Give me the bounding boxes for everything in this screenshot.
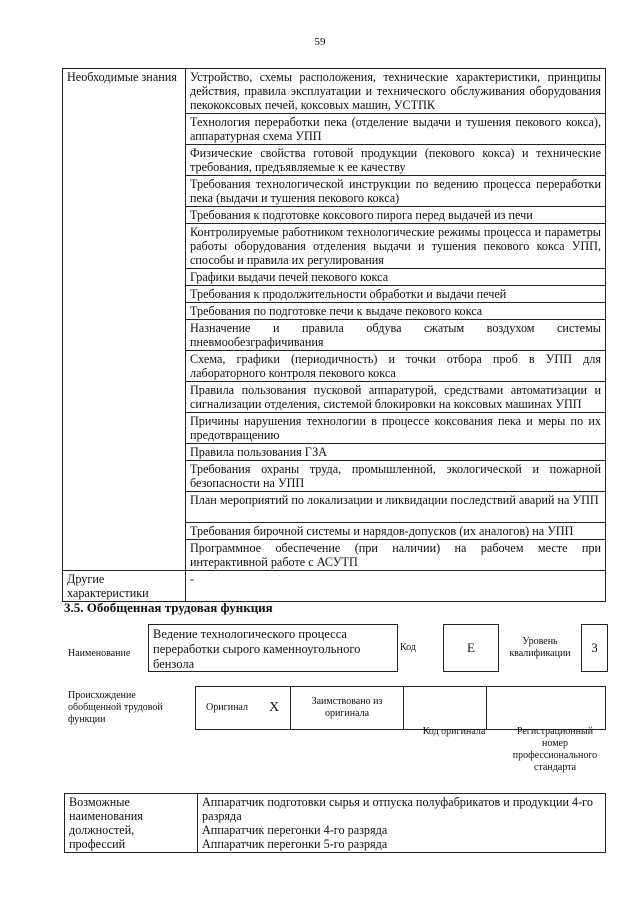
origin-label: Происхождение обобщенной трудовой функции	[68, 690, 163, 725]
knowledge-item: Схема, графики (периодичность) и точки отбора проб в УПП для лабораторного контроля пекового кокса	[186, 351, 606, 382]
section-heading: 3.5. Обобщенная трудовая функция	[64, 600, 273, 615]
origin-table	[195, 686, 606, 730]
knowledge-item: Причины нарушения технологии в процессе коксования пека и меры по их предотвращению	[186, 413, 606, 444]
knowledge-item: Устройство, схемы расположения, технические характеристики, принципы действия, правила эксплуатации и технического обслуживания оборудования пекококсовых печей, коксовых машин, УСТПК	[186, 69, 606, 114]
other-value: -	[186, 571, 606, 602]
code-value: E	[443, 624, 499, 672]
job-titles-table	[64, 793, 606, 853]
knowledge-table	[62, 68, 606, 602]
knowledge-item: Программное обеспечение (при наличии) на рабочем месте при интерактивной работе с АСУТП	[186, 540, 606, 571]
code-original-label: Код оригинала	[422, 726, 486, 737]
job-titles-label: Возможные наименования должностей, профессий	[65, 794, 198, 853]
name-label: Наименование	[68, 648, 131, 659]
level-value: 3	[581, 624, 608, 672]
knowledge-item: Требования технологической инструкции по ведению процесса переработки пека (выдачи и тушения пекового кокса)	[186, 176, 606, 207]
job-titles-list	[198, 794, 606, 853]
other-label: Другие характеристики	[63, 571, 186, 602]
knowledge-item: Правила пользования ГЗА	[186, 444, 606, 461]
knowledge-item: Требования к продолжительности обработки и выдачи печей	[186, 286, 606, 303]
job-title-item: Аппаратчик перегонки 4-го разряда	[202, 823, 388, 837]
code-label: Код	[400, 642, 416, 653]
knowledge-item: Требования бирочной системы и нарядов-допусков (их аналогов) на УПП	[186, 523, 606, 540]
knowledge-item: Правила пользования пусковой аппаратурой, средствами автоматизации и сигнализации отделения, системой блокировки на коксовых машинах УПП	[186, 382, 606, 413]
knowledge-item: Требования к подготовке коксового пирога перед выдачей из печи	[186, 207, 606, 224]
knowledge-item: Физические свойства готовой продукции (пекового кокса) и технические требования, предъявляемые к ее качеству	[186, 145, 606, 176]
knowledge-label: Необходимые знания	[63, 69, 186, 571]
knowledge-item: План мероприятий по локализации и ликвидации последствий аварий на УПП	[186, 492, 606, 523]
level-label: Уровень квалификации	[509, 636, 571, 659]
knowledge-item: Контролируемые работником технологические режимы процесса и параметры работы оборудования отделения выдачи и тушения пекового кокса УПП, способы и правила их регулирования	[186, 224, 606, 269]
borrowed-label: Заимствовано из оригинала	[291, 687, 404, 730]
knowledge-item: Технология переработки пека (отделение выдачи и тушения пекового кокса), аппаратурная схема УПП	[186, 114, 606, 145]
original-code-cell	[404, 687, 487, 730]
job-title-item: Аппаратчик подготовки сырья и отпуска полуфабрикатов и продукции 4-го разряда	[202, 795, 593, 823]
original-label: Оригинал	[196, 687, 259, 730]
function-name: Ведение технологического процесса переработки сырого каменноугольного бензола	[148, 624, 398, 672]
reg-number-cell	[487, 687, 606, 730]
knowledge-item: Требования охраны труда, промышленной, экологической и пожарной безопасности на УПП	[186, 461, 606, 492]
job-title-item: Аппаратчик перегонки 5-го разряда	[202, 837, 388, 851]
knowledge-item: Назначение и правила обдува сжатым воздухом системы пневмообезграфичивания	[186, 320, 606, 351]
knowledge-item: Графики выдачи печей пекового кокса	[186, 269, 606, 286]
original-mark: X	[258, 687, 291, 730]
knowledge-item: Требования по подготовке печи к выдаче пекового кокса	[186, 303, 606, 320]
reg-number-label: Регистрационный номер профессионального стандарта	[512, 726, 598, 773]
page-number: 59	[314, 36, 326, 48]
